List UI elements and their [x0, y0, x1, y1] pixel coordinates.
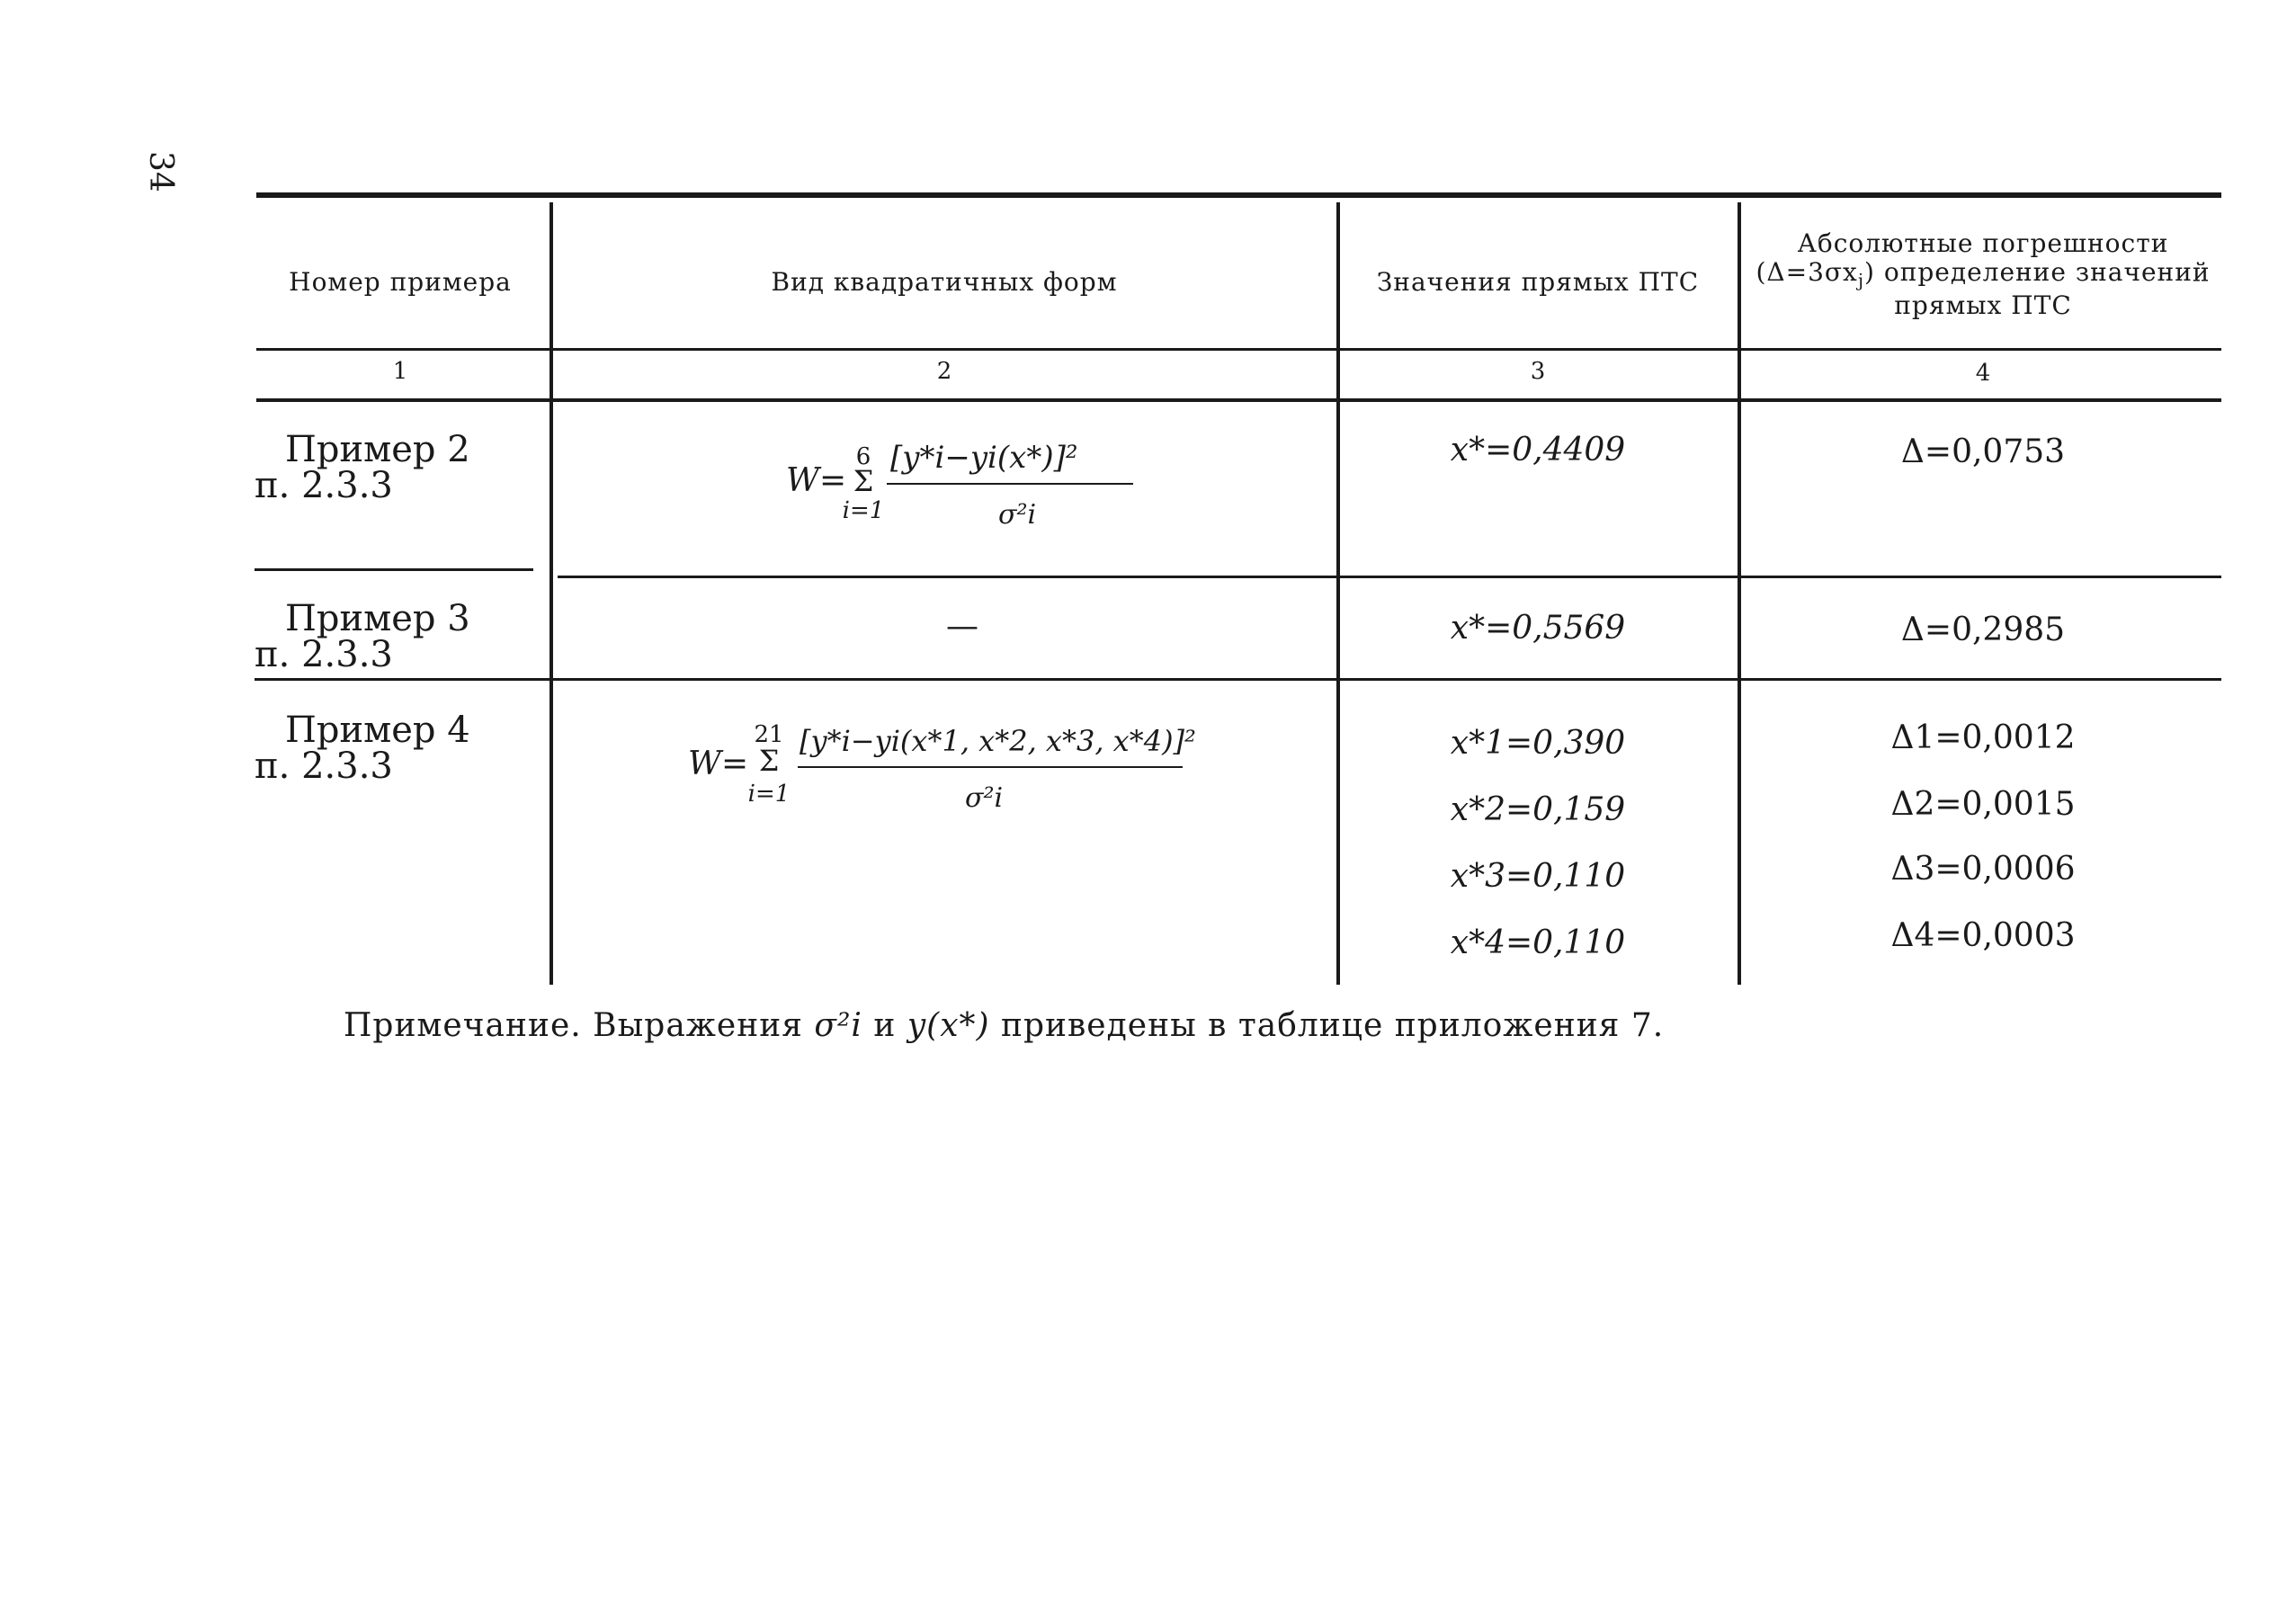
column-number-3: 3 — [1530, 358, 1546, 385]
table-row-3-error-4: Δ4=0,0003 — [1890, 917, 2076, 954]
header-ptc-values: Значения прямых ПТС — [1376, 267, 1700, 297]
column-divider-2 — [1336, 202, 1340, 985]
table-row-3-value-2: x*2=0,159 — [1450, 791, 1626, 828]
table-row-2-value: x*=0,5569 — [1450, 610, 1626, 647]
header-absolute-errors: Абсолютные погрешности $(\Delta=3\sigma x_j)$ определение значений прямых ПТС — [1756, 228, 2211, 320]
row-divider-1a — [255, 568, 533, 571]
table-row-3-value-3: x*3=0,110 — [1450, 858, 1626, 895]
table-row-1-example: Пример 2 п. 2.3.3 — [255, 429, 470, 506]
sum-lower-limit: i=1 — [842, 497, 885, 524]
column-number-2: 2 — [936, 358, 952, 385]
formula-numerator: [y*i−yi(x*1, x*2, x*3, x*4)]² — [800, 724, 1196, 758]
table-row-3-error-1: Δ1=0,0012 — [1890, 719, 2076, 756]
table-row-2-formula: — — [946, 608, 978, 645]
table-row-1-value: x*=0,4409 — [1450, 432, 1626, 469]
formula-row-3 — [679, 715, 1237, 832]
note-suffix: приведены в таблице приложения 7. — [1001, 1007, 1665, 1044]
row-divider-1b — [558, 576, 2221, 578]
page-number: 34 — [142, 151, 179, 192]
column-number-4: 4 — [1975, 360, 1991, 387]
table-row-3-error-3: Δ3=0,0006 — [1890, 851, 2076, 888]
column-divider-1 — [549, 202, 553, 985]
formula-lhs: W= — [786, 462, 847, 499]
formula-lhs: W= — [688, 745, 749, 782]
column-divider-3 — [1738, 202, 1741, 985]
formula-numerator: [y*i−yi(x*)]² — [890, 440, 1078, 476]
table-row-3-error-2: Δ2=0,0015 — [1890, 786, 2076, 823]
table-note — [344, 1007, 1664, 1044]
table-top-rule — [256, 192, 2221, 198]
table-row-3-value-1: x*1=0,390 — [1450, 725, 1626, 762]
header-example-number: Номер примера — [289, 267, 512, 297]
sum-lower-limit: i=1 — [747, 781, 791, 808]
table-row-2-error: Δ=0,2985 — [1900, 612, 2066, 648]
sum-symbol: Σ — [758, 744, 780, 778]
sum-symbol: Σ — [853, 464, 874, 498]
formula-denominator: σ²i — [998, 499, 1037, 531]
note-prefix: Примечание. Выражения — [344, 1007, 803, 1044]
sum-upper-limit: 21 — [754, 721, 784, 748]
table-row-2-example: Пример 3 п. 2.3.3 — [255, 598, 470, 675]
header-quadratic-form: Вид квадратичных форм — [771, 267, 1118, 297]
note-middle: и — [873, 1007, 897, 1044]
note-function: y(x*) — [907, 1007, 990, 1044]
table-row-3-value-4: x*4=0,110 — [1450, 924, 1626, 961]
formula-denominator: σ²i — [965, 782, 1004, 814]
note-sigma: σ²i — [814, 1007, 862, 1044]
column-number-1: 1 — [392, 358, 408, 385]
table-row-3-example: Пример 4 п. 2.3.3 — [255, 710, 470, 787]
sum-upper-limit: 6 — [855, 443, 871, 470]
table-row-1-error: Δ=0,0753 — [1900, 433, 2066, 470]
formula-row-1 — [773, 432, 1151, 549]
